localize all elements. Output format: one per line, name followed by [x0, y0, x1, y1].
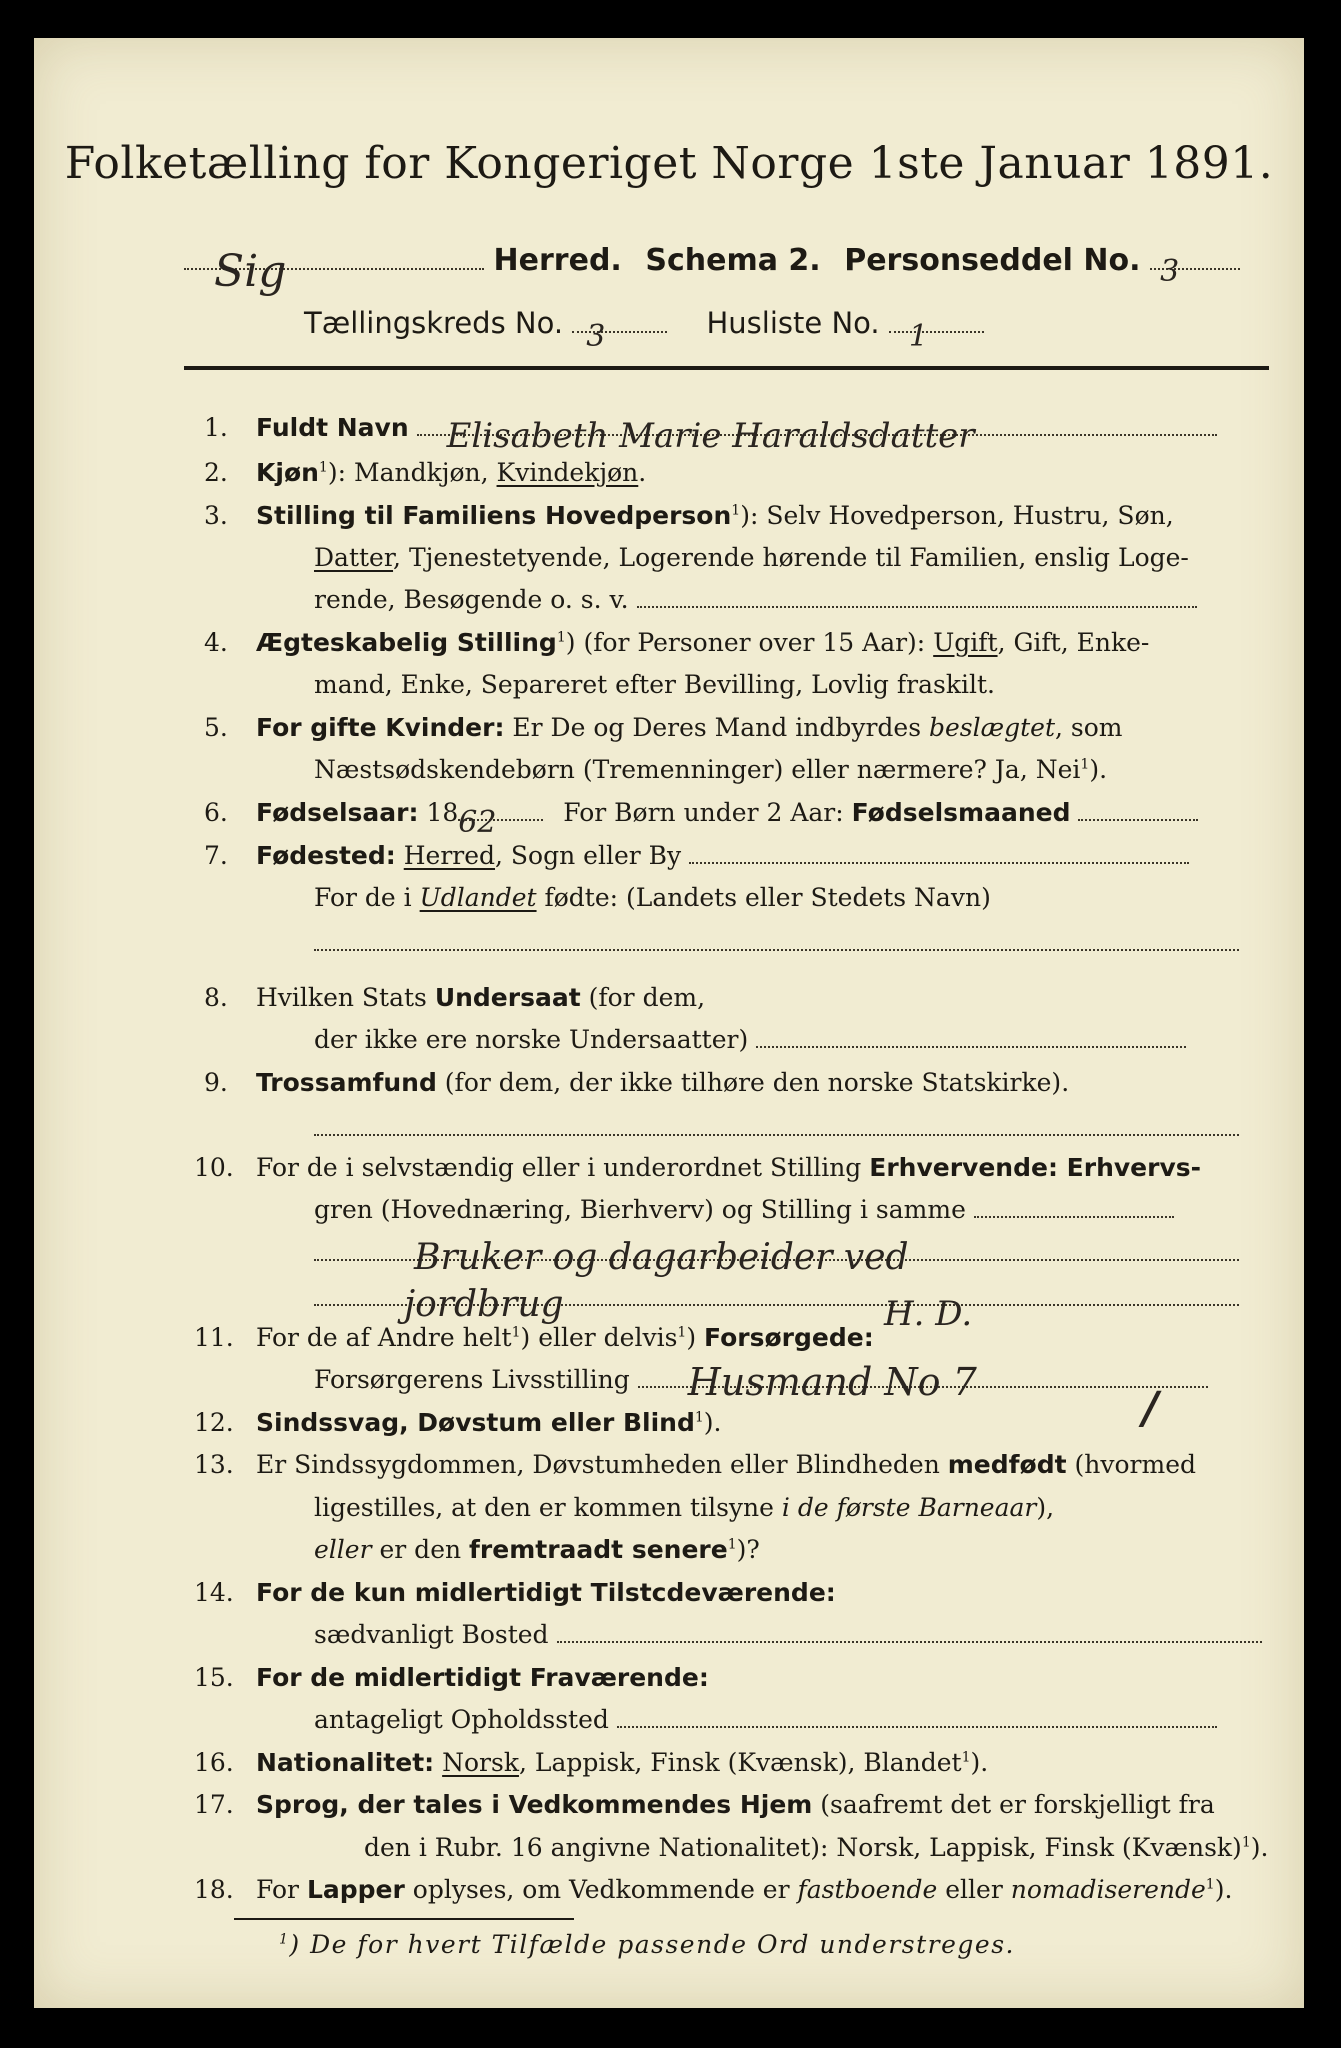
field-9-blank-line — [314, 1113, 1239, 1142]
field-18-text-e: nomadiserende — [1010, 1875, 1206, 1904]
field-15-number: 15. — [194, 1663, 234, 1692]
field-10-label: Erhvervende: — [869, 1153, 1058, 1182]
field-2-label: Kjøn — [256, 458, 319, 487]
field-3-selected: Datter — [314, 543, 394, 572]
field-16-selected: Norsk — [442, 1748, 519, 1777]
field-5-italic: beslægtet — [929, 713, 1056, 742]
field-8 — [256, 983, 705, 1012]
field-11-line2 — [314, 1360, 1208, 1404]
field-9-text: (for dem, der ikke tilhøre den norske Statskirke). — [436, 1068, 1070, 1097]
field-6-year: 62 — [458, 805, 497, 840]
field-8-blank — [756, 1046, 1186, 1048]
field-13-line3-d: )? — [736, 1535, 760, 1564]
field-18-text-a: For — [256, 1875, 307, 1904]
field-18-number: 18. — [194, 1875, 234, 1904]
field-1-number: 1. — [204, 413, 228, 442]
field-15-blank — [617, 1726, 1217, 1728]
husliste-no: 1 — [908, 319, 928, 354]
field-10-number: 10. — [194, 1153, 234, 1182]
field-3-number: 3. — [204, 501, 228, 530]
field-15-line2 — [314, 1705, 1217, 1734]
form-title: Folketælling for Kongeriget Norge 1ste Januar 1891. — [64, 138, 1274, 189]
field-14-line2 — [314, 1620, 1262, 1649]
field-6-year-prefix: 18 — [426, 798, 459, 827]
field-10-text: For de i selvstændig eller i underordnet Stilling — [256, 1153, 870, 1182]
field-8-text: Hvilken Stats — [256, 983, 435, 1012]
personseddel-no: 3 — [1160, 254, 1180, 289]
field-3-text: ): Selv Hovedperson, Hustru, Søn, — [740, 501, 1174, 530]
field-17 — [256, 1790, 1215, 1819]
field-17-number: 17. — [194, 1790, 234, 1819]
field-14 — [256, 1578, 836, 1607]
field-3: Stilling til Familiens Hovedperson$^1$): Selv Hovedperson, Hustru, Søn, — [256, 501, 1174, 530]
field-3-line3 — [314, 585, 1197, 614]
field-1-value-line — [417, 416, 1217, 456]
field-10-value-field-2 — [314, 1284, 1239, 1334]
field-10-text-b: Erhvervs- — [1057, 1153, 1201, 1182]
field-3-line2 — [314, 543, 1189, 572]
field-10-value-line-1 — [314, 1237, 1239, 1278]
field-14-line2-text: sædvanligt Bosted — [314, 1620, 549, 1649]
field-3-label: Stilling til Familiens Hovedperson — [256, 501, 732, 530]
field-18-text-c: fastboende — [797, 1875, 938, 1904]
field-13-line2 — [314, 1493, 1054, 1522]
field-5-line2-text: Næstsødskendebørn (Tremenninger) eller nærmere? Ja, Nei — [314, 755, 1081, 784]
field-5-label: For gifte Kvinder: — [256, 713, 505, 742]
field-7-blank-line — [314, 928, 1239, 957]
taellingskreds-line — [304, 306, 984, 354]
field-13-label: medfødt — [947, 1450, 1067, 1479]
field-18-text-b: oplyses, om Vedkommende er — [404, 1875, 798, 1904]
field-8-line2 — [314, 1025, 1186, 1054]
field-5-line2: Næstsødskendebørn (Tremenninger) eller nærmere? Ja, Nei$^1$). — [314, 755, 1108, 784]
field-11-number: 11. — [194, 1323, 234, 1352]
field-14-blank — [557, 1641, 1262, 1643]
field-11-value-field — [638, 1360, 1208, 1404]
field-10-blank — [974, 1216, 1174, 1218]
field-9-label: Trossamfund — [256, 1068, 437, 1097]
field-12-label: Sindssvag, Døvstum eller Blind — [256, 1408, 695, 1437]
field-12-text: ). — [703, 1408, 722, 1437]
field-13-line3-a: eller — [314, 1535, 372, 1564]
field-11-value: Husmand No 7 — [687, 1360, 977, 1404]
field-15 — [256, 1663, 709, 1692]
taellingskreds-field — [572, 319, 667, 354]
field-5-number: 5. — [204, 713, 228, 742]
field-9-number: 9. — [204, 1068, 228, 1097]
field-8-text-b: (for dem, — [580, 983, 706, 1012]
herred-line — [184, 243, 1240, 297]
husliste-field — [889, 319, 984, 354]
field-11-label: Forsørgede: — [704, 1323, 874, 1352]
field-4-number: 4. — [204, 628, 228, 657]
field-6-number: 6. — [204, 798, 228, 827]
field-6 — [256, 798, 1198, 840]
herred-value: Sig — [214, 246, 287, 297]
field-13-line3: eller er den fremtraadt senere$^1$)? — [314, 1535, 760, 1564]
field-4: Ægteskabelig Stilling$^1$) (for Personer over 15 Aar): Ugift, Gift, Enke- — [256, 628, 1150, 657]
field-12: Sindssvag, Døvstum eller Blind$^1$). — [256, 1408, 722, 1437]
field-1-value: Elisabeth Marie Haraldsdatter — [446, 416, 975, 456]
field-10-value-field-1 — [314, 1237, 1239, 1278]
personseddel-label: Personseddel No. — [844, 243, 1141, 278]
husliste-label: Husliste No. — [706, 306, 880, 340]
field-16-text: , Lappisk, Finsk (Kvænsk), Blandet — [518, 1748, 962, 1777]
field-7-blank — [689, 862, 1189, 864]
header-rule — [184, 366, 1269, 370]
field-4-label: Ægteskabelig Stilling — [256, 628, 557, 657]
taellingskreds-label: Tællingskreds No. — [304, 306, 564, 340]
field-1-label: Fuldt Navn — [256, 413, 409, 442]
footnote-text: ) De for hvert Tilfælde passende Ord understreges. — [289, 1930, 1015, 1959]
field-10-line2 — [314, 1195, 1174, 1224]
schema-label: Schema 2. — [645, 243, 821, 278]
field-7-line2-b: Udlandet — [419, 883, 537, 912]
field-17-text: (saafremt det er forskjelligt fra — [812, 1790, 1215, 1819]
field-5 — [256, 713, 1123, 742]
field-7-line2 — [314, 883, 991, 912]
field-6-label: Fødselsaar: — [256, 798, 419, 827]
field-2-number: 2. — [204, 458, 228, 487]
field-4-text-end: , Gift, Enke- — [997, 628, 1150, 657]
field-13-number: 13. — [194, 1450, 234, 1479]
field-18: For Lapper oplyses, om Vedkommende er fastboende eller nomadiserende$^1$). — [256, 1875, 1233, 1904]
personseddel-field — [1150, 254, 1240, 289]
field-1 — [256, 413, 1217, 456]
field-13-line3-c: fremtraadt senere — [469, 1535, 728, 1564]
field-6-year-field — [458, 805, 543, 840]
field-13-line3-b: er den — [371, 1535, 470, 1564]
field-8-line2-text: der ikke ere norske Undersaatter) — [314, 1025, 749, 1054]
field-8-label: Undersaat — [434, 983, 581, 1012]
field-4-selected: Ugift — [933, 628, 998, 657]
field-3-blank — [637, 606, 1197, 608]
field-7-selected: Herred — [403, 841, 496, 870]
field-10 — [256, 1153, 1201, 1182]
field-13-line2-c: ), — [1036, 1493, 1055, 1522]
field-11-text-c: ) — [686, 1323, 705, 1352]
field-13-handwritten-mark: / — [1142, 1383, 1159, 1434]
field-11-line2-text: Forsørgerens Livsstilling — [314, 1365, 630, 1394]
field-6-text: For Børn under 2 Aar: — [563, 798, 852, 827]
field-3-line2-text: , Tjenestetyende, Logerende hørende til Familien, enslig Loge- — [393, 543, 1189, 572]
field-5-end: , som — [1055, 713, 1123, 742]
field-13-text: Er Sindssygdommen, Døvstumheden eller Blindheden — [256, 1450, 948, 1479]
field-13 — [256, 1450, 1196, 1479]
field-15-line2-text: antageligt Opholdssted — [314, 1705, 609, 1734]
field-14-label: For de kun midlertidigt Tilstcdeværende: — [256, 1578, 836, 1607]
footnote-mark: 1 — [279, 1931, 290, 1948]
herred-field — [184, 246, 484, 297]
field-13-text-b: (hvormed — [1066, 1450, 1196, 1479]
field-2-selected: Kvindekjøn — [496, 458, 639, 487]
field-3-line3-text: rende, Besøgende o. s. v. — [314, 585, 629, 614]
field-16: Nationalitet: Norsk, Lappisk, Finsk (Kvænsk), Blandet$^1$). — [256, 1748, 989, 1777]
field-11-text-b: ) eller delvis — [520, 1323, 678, 1352]
field-13-line2-a: ligestilles, at den er kommen tilsyne — [314, 1493, 782, 1522]
field-4-line2: mand, Enke, Separeret efter Bevilling, Lovlig fraskilt. — [314, 670, 995, 699]
field-15-label: For de midlertidigt Fraværende: — [256, 1663, 709, 1692]
footnote — [279, 1930, 1015, 1959]
field-12-number: 12. — [194, 1408, 234, 1437]
field-10-line2-text: gren (Hovednæring, Bierhverv) og Stilling i samme — [314, 1195, 966, 1224]
field-8-number: 8. — [204, 983, 228, 1012]
herred-label: Herred. — [493, 243, 622, 278]
field-2-text: ): Mandkjøn, — [327, 458, 497, 487]
field-18-label: Lapper — [306, 1875, 405, 1904]
field-2-end: . — [638, 458, 647, 487]
taellingskreds-no: 3 — [586, 319, 606, 354]
field-7-line2-a: For de i — [314, 883, 420, 912]
field-17-line2-text: den i Rubr. 16 angivne Nationalitet): Norsk, Lappisk, Finsk (Kvænsk) — [364, 1833, 1242, 1862]
field-7-blank-2 — [314, 949, 1239, 951]
field-7-label: Fødested: — [256, 841, 396, 870]
field-7-line2-c: fødte: (Landets eller Stedets Navn) — [536, 883, 991, 912]
field-10-value-3: H. D. — [884, 1294, 973, 1334]
field-9 — [256, 1068, 1069, 1097]
field-2: Kjøn$^1$): Mandkjøn, Kvindekjøn. — [256, 458, 647, 487]
field-7 — [256, 841, 1189, 870]
field-17-line2: den i Rubr. 16 angivne Nationalitet): Norsk, Lappisk, Finsk (Kvænsk)$^1$). — [364, 1833, 1269, 1862]
field-6-blank — [1078, 819, 1198, 821]
field-11-text-a: For de af Andre helt — [256, 1323, 512, 1352]
field-5-text: Er De og Deres Mand indbyrdes — [504, 713, 929, 742]
field-16-number: 16. — [194, 1748, 234, 1777]
field-10-value-1: Bruker og dagarbeider ved — [414, 1237, 909, 1278]
field-11: For de af Andre helt$^1$) eller delvis$^1$) Forsørgede: — [256, 1323, 874, 1352]
field-9-blank — [314, 1134, 1239, 1136]
field-18-text-d: eller — [937, 1875, 1011, 1904]
field-7-text: , Sogn eller By — [495, 841, 682, 870]
field-13-line2-b: i de første Barneaar — [781, 1493, 1037, 1522]
census-form-page — [34, 38, 1304, 2008]
field-4-text: ) (for Personer over 15 Aar): — [565, 628, 934, 657]
footnote-rule — [234, 1918, 574, 1920]
field-16-label: Nationalitet: — [256, 1748, 435, 1777]
field-14-number: 14. — [194, 1578, 234, 1607]
field-10-value-line-2 — [314, 1283, 1239, 1334]
field-17-label: Sprog, der tales i Vedkommendes Hjem — [256, 1790, 813, 1819]
field-10-value-2: jordbrug — [404, 1284, 564, 1325]
field-7-number: 7. — [204, 841, 228, 870]
field-6-label2: Fødselsmaaned — [851, 798, 1071, 827]
